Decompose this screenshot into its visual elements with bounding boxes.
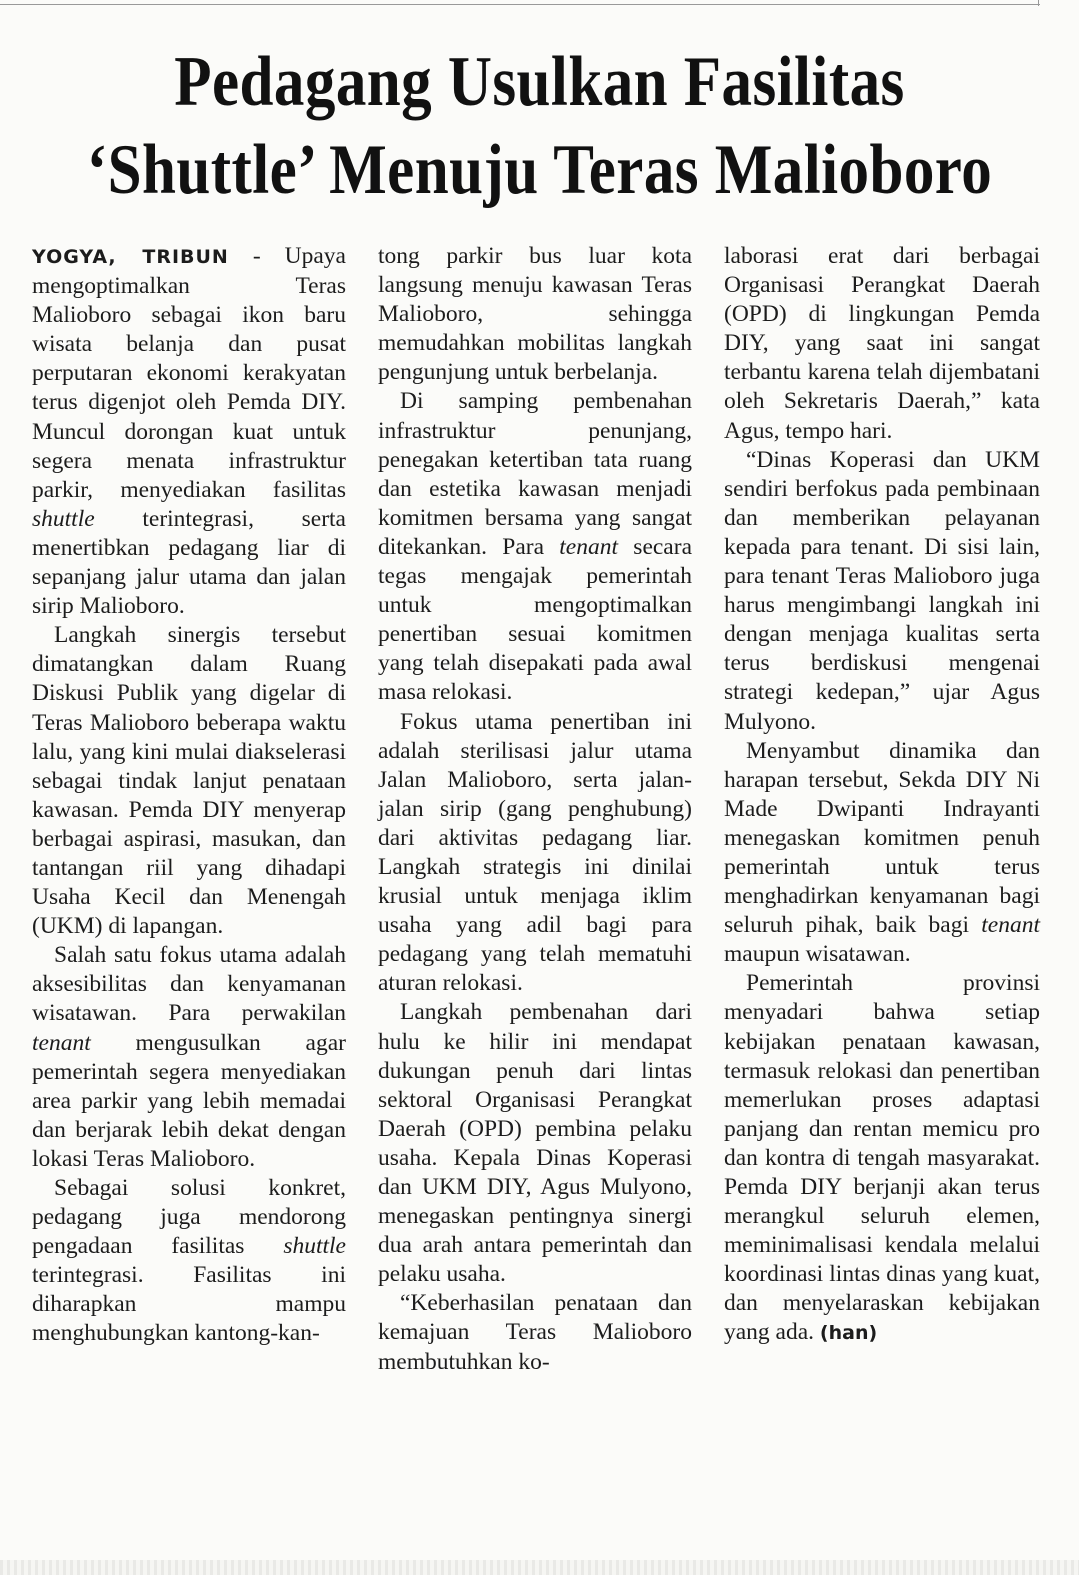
paragraph: Fokus utama penertiban ini adalah sterilisasi jalur utama Jalan Malioboro, serta jalan-jalan sirip (gang penghubung) dari aktivitas pedagang liar. Langkah strategis ini dinilai krusial untuk menjaga iklim usaha yang adil bagi para pedagang yang telah mematuhi aturan relokasi. <box>378 708 692 997</box>
paragraph: “Keberhasilan penataan dan kemajuan Teras Malioboro membutuhkan ko- <box>378 1290 692 1375</box>
article-body <box>32 242 1042 1542</box>
paragraph-text: Di samping pembenahan infrastruktur penunjang, penegakan ketertiban tata ruang dan estetika kawasan menjadi komitmen bersama yang sangat ditekankan. Para <box>378 388 692 560</box>
paragraph-text: terintegrasi. Fasilitas ini diharapkan mampu menghubungkan kantong-kan- <box>32 1262 346 1347</box>
paragraph: Langkah pembenahan dari hulu ke hilir ini mendapat dukungan penuh dari lintas sektoral Organisasi Perangkat Daerah (OPD) pembina pelaku usaha. Kepala Dinas Koperasi dan UKM DIY, Agus Mulyono, menegaskan pentingnya sinergi dua arah antara pemerintah dan pelaku usaha. <box>378 999 692 1288</box>
italic-term: shuttle <box>32 505 95 532</box>
headline <box>76 38 1004 214</box>
dateline: YOGYA, TRIBUN <box>32 246 229 268</box>
paragraph-text: maupun wisatawan. <box>724 941 911 968</box>
paragraph-text: Pemerintah provinsi menyadari bahwa setiap kebijakan penataan kawasan, termasuk relokasi dan penertiban memerlukan proses adaptasi panjang dan rentan memicu pro dan kontra di tengah masyarakat. Pemda DIY berjanji akan terus merangkul seluruh elemen, meminimalisasi kendala melalui koordinasi lintas dinas yang kuat, dan menyelaraskan kebijakan yang ada. <box>724 970 1040 1346</box>
paragraph-text: mengusulkan agar pemerintah segera menyediakan area parkir yang lebih memadai dan berjarak lebih dekat dengan lokasi Teras Malioboro. <box>32 1029 346 1172</box>
paragraph-text: terintegrasi, serta menertibkan pedagang liar di sepanjang jalur utama dan jalan sirip Malioboro. <box>32 505 346 620</box>
paragraph: “Dinas Koperasi dan UKM sendiri berfokus pada pembinaan dan memberikan pelayanan kepada para tenant. Di sisi lain, para tenant Teras Malioboro juga harus mengimbangi langkah ini dengan menjaga kualitas serta terus berdiskusi mengenai strategi kedepan,” ujar Agus Mulyono. <box>724 446 1040 735</box>
right-border-tick <box>1038 0 1039 6</box>
article-column-1 <box>32 242 346 1349</box>
paragraph: laborasi erat dari berbagai Organisasi Perangkat Daerah (OPD) di lingkungan Pemda DIY, yang saat ini sangat terbantu karena telah dijembatani oleh Sekretaris Daerah,” kata Agus, tempo hari. <box>724 243 1040 444</box>
paragraph <box>32 1174 346 1349</box>
paragraph <box>378 387 692 707</box>
article-column-3 <box>724 242 1040 1349</box>
author-signoff: (han) <box>819 1322 878 1345</box>
paragraph <box>724 969 1040 1348</box>
paragraph-text: Salah satu fokus utama adalah aksesibilitas dan kenyamanan wisatawan. Para perwakilan <box>32 942 346 1027</box>
scan-edge-strip <box>0 1560 1079 1575</box>
paragraph <box>724 737 1040 970</box>
article-column-2 <box>378 242 692 1377</box>
italic-term: tenant <box>32 1029 91 1056</box>
italic-term: shuttle <box>283 1233 346 1260</box>
paragraph-text: Menyambut dinamika dan harapan tersebut, Sekda DIY Ni Made Dwipanti Indrayanti menegaskan komitmen penuh pemerintah untuk terus menghadirkan kenyamanan bagi seluruh pihak, baik bagi <box>724 737 1040 939</box>
paragraph-text: secara tegas mengajak pemerintah untuk mengoptimalkan penertiban sesuai komitmen yang telah disepakati pada awal masa relokasi. <box>378 533 692 706</box>
paragraph-text: Sebagai solusi konkret, pedagang juga mendorong pengadaan fasilitas <box>32 1175 346 1260</box>
headline-line-2: ‘Shuttle’ Menuju Teras Malioboro <box>86 131 993 209</box>
italic-term: tenant <box>559 533 619 560</box>
italic-term: tenant <box>981 912 1040 939</box>
headline-line-1: Pedagang Usulkan Fasilitas <box>174 43 905 121</box>
paragraph <box>32 242 346 621</box>
top-border-rule <box>0 0 1040 5</box>
paragraph: Langkah sinergis tersebut dimatangkan dalam Ruang Diskusi Publik yang digelar di Teras Malioboro beberapa waktu lalu, yang kini mulai diakselerasi sebagai tindak lanjut penataan kawasan. Pemda DIY menyerap berbagai aspirasi, masukan, dan tantangan riil yang dihadapi Usaha Kecil dan Menengah (UKM) di lapangan. <box>32 622 346 940</box>
paragraph <box>32 941 346 1174</box>
paragraph: tong parkir bus luar kota langsung menuju kawasan Teras Malioboro, sehingga memudahkan mobilitas langkah pengunjung untuk berbelanja. <box>378 243 692 386</box>
paragraph-text: - Upaya mengoptimalkan Teras Malioboro sebagai ikon baru wisata belanja dan pusat perputaran ekonomi kerakyatan terus digenjot oleh Pemda DIY. Muncul dorongan kuat untuk segera menata infrastruktur parkir, menyediakan fasilitas <box>32 243 346 503</box>
